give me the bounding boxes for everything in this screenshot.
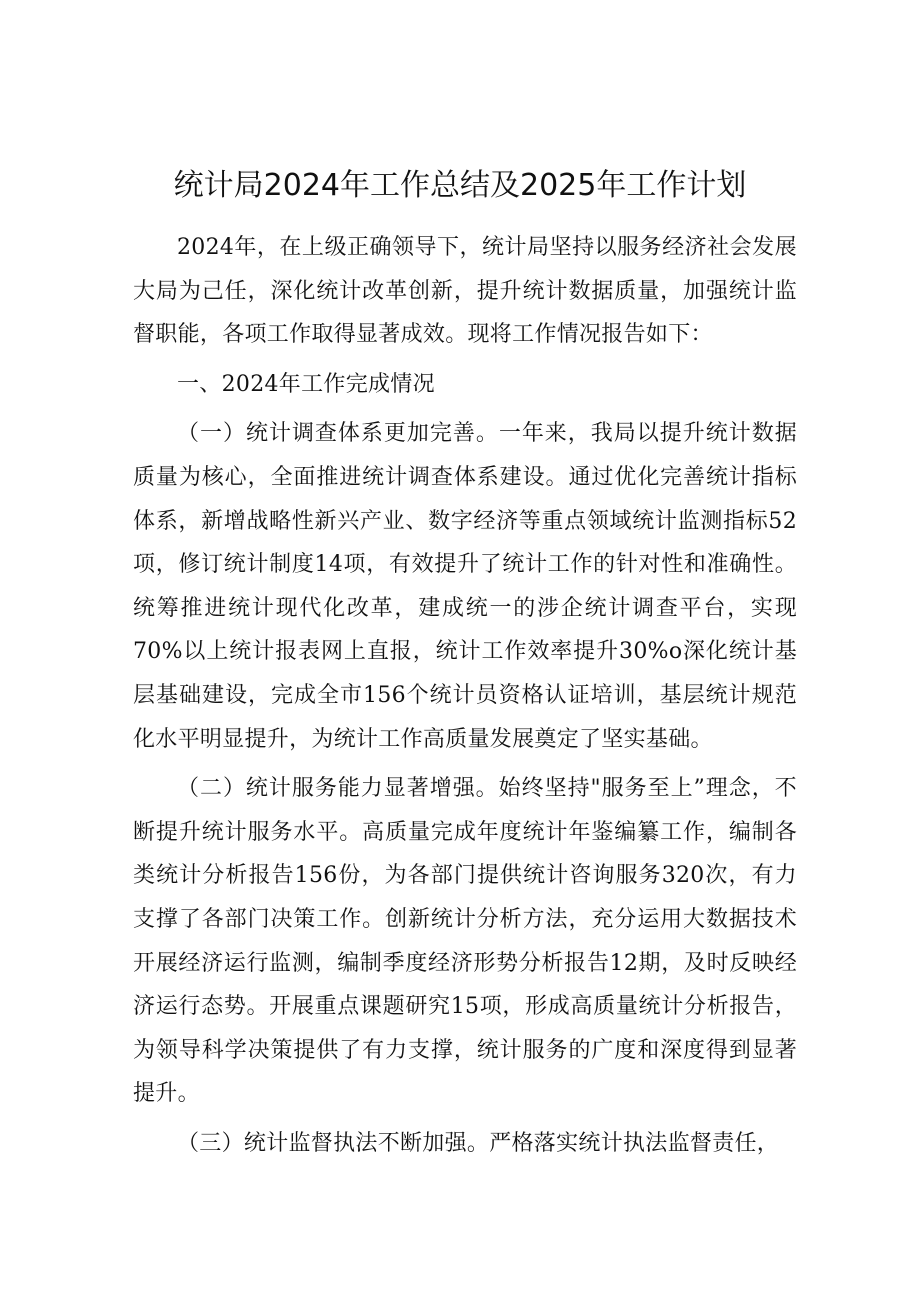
- document-body: [133, 226, 797, 1165]
- paragraph-survey-system: （一）统计调查体系更加完善。一年来，我局以提升统计数据质量为核心，全面推进统计调查体系建设。通过优化完善统计指标体系，新增战略性新兴产业、数字经济等重点领域统计监测指标52项，修订统计制度14项，有效提升了统计工作的针对性和准确性。统筹推进统计现代化改革，建成统一的涉企统计调查平台，实现70%以上统计报表网上直报，统计工作效率提升30%o深化统计基层基础建设，完成全市156个统计员资格认证培训，基层统计规范化水平明显提升，为统计工作高质量发展奠定了坚实基础。: [133, 421, 797, 752]
- paragraph-service-capacity: （二）统计服务能力显著增强。始终坚持"服务至上”理念，不断提升统计服务水平。高质量完成年度统计年鉴编纂工作，编制各类统计分析报告156份，为各部门提供统计咨询服务320次，有力支撑了各部门决策工作。创新统计分析方法，充分运用大数据技术开展经济运行监测，编制季度经济形势分析报告12期，及时反映经济运行态势。开展重点课题研究15项，形成高质量统计分析报告，为领导科学决策提供了有力支撑，统计服务的广度和深度得到显著提升。: [133, 776, 797, 1107]
- document-title: 统计局2024年工作总结及2025年工作计划: [173, 168, 747, 203]
- paragraph-supervision: （三）统计监督执法不断加强。严格落实统计执法监督责任，: [177, 1130, 780, 1156]
- section-heading: 一、2024年工作完成情况: [177, 371, 435, 397]
- intro-paragraph: 2024年，在上级正确领导下，统计局坚持以服务经济社会发展大局为己任，深化统计改革创新，提升统计数据质量，加强统计监督职能，各项工作取得显著成效。现将工作情况报告如下：: [133, 235, 797, 348]
